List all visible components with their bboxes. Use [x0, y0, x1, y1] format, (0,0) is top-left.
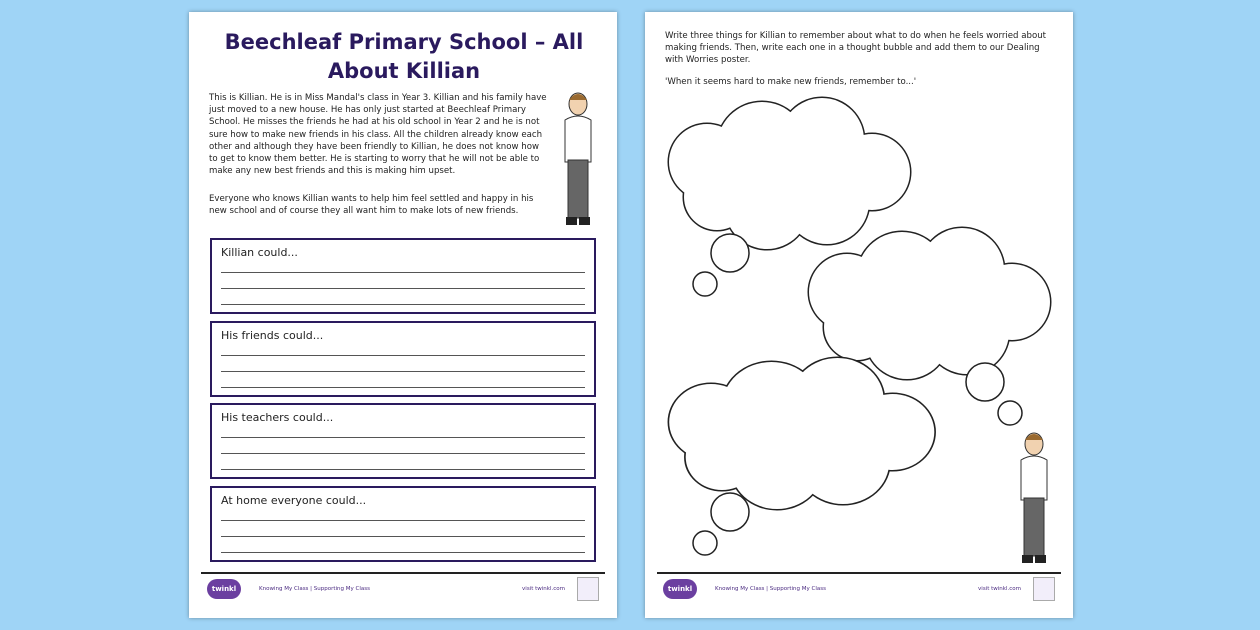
- box-label: Killian could...: [221, 246, 298, 259]
- thought-bubbles: [645, 12, 1073, 572]
- boy-illustration: [1015, 430, 1053, 570]
- instructions: Write three things for Killian to remember about what to do when he feels worried about making friends. Then, write each one in a thought bubble and add them to our Dealing with Worries poster.: [665, 31, 1047, 66]
- thought-bubble-1[interactable]: [669, 98, 910, 249]
- intro-paragraph: This is Killian. He is in Miss Mandal's class in Year 3. Killian and his family have just moved to a new house. He has only just started at Beechleaf Primary School. He misses the friends he had at his old school in Year 2 and he is not sure how to make new friends in his class. All the children already know each other and although they have been friendly to Killian, he does not know how to get to know them better. He is starting to worry that he will not be able to make any new best friends and this is making him upset.: [209, 93, 547, 177]
- worksheet-page-2: [645, 12, 1073, 618]
- footer-visit[interactable]: visit twinkl.com: [978, 586, 1021, 592]
- footer: [657, 572, 1061, 602]
- thought-bubble-2[interactable]: [809, 228, 1050, 379]
- answer-box-killian[interactable]: [210, 238, 596, 314]
- boy-illustration: [559, 90, 597, 232]
- page-title: Beechleaf Primary School – All About Killian: [224, 30, 584, 83]
- quality-badge-icon: [577, 577, 599, 601]
- twinkl-logo: twinkl: [207, 579, 241, 599]
- answer-box-home[interactable]: [210, 486, 596, 562]
- twinkl-logo: twinkl: [663, 579, 697, 599]
- box-label: His friends could...: [221, 329, 324, 342]
- footer: [201, 572, 605, 602]
- quality-badge-icon: [1033, 577, 1055, 601]
- footer-tagline: Knowing My Class | Supporting My Class: [715, 586, 826, 592]
- answer-box-teachers[interactable]: [210, 403, 596, 479]
- prompt-text: 'When it seems hard to make new friends, remember to...': [665, 77, 917, 87]
- worksheet-page-1: [189, 12, 617, 618]
- box-label: His teachers could...: [221, 411, 334, 424]
- footer-visit[interactable]: visit twinkl.com: [522, 586, 565, 592]
- second-paragraph: Everyone who knows Killian wants to help him feel settled and happy in his new school and of course they all want him to make lots of new friends.: [209, 194, 534, 217]
- answer-box-friends[interactable]: [210, 321, 596, 397]
- box-label: At home everyone could...: [221, 494, 367, 507]
- thought-bubble-3[interactable]: [669, 358, 934, 509]
- footer-tagline: Knowing My Class | Supporting My Class: [259, 586, 370, 592]
